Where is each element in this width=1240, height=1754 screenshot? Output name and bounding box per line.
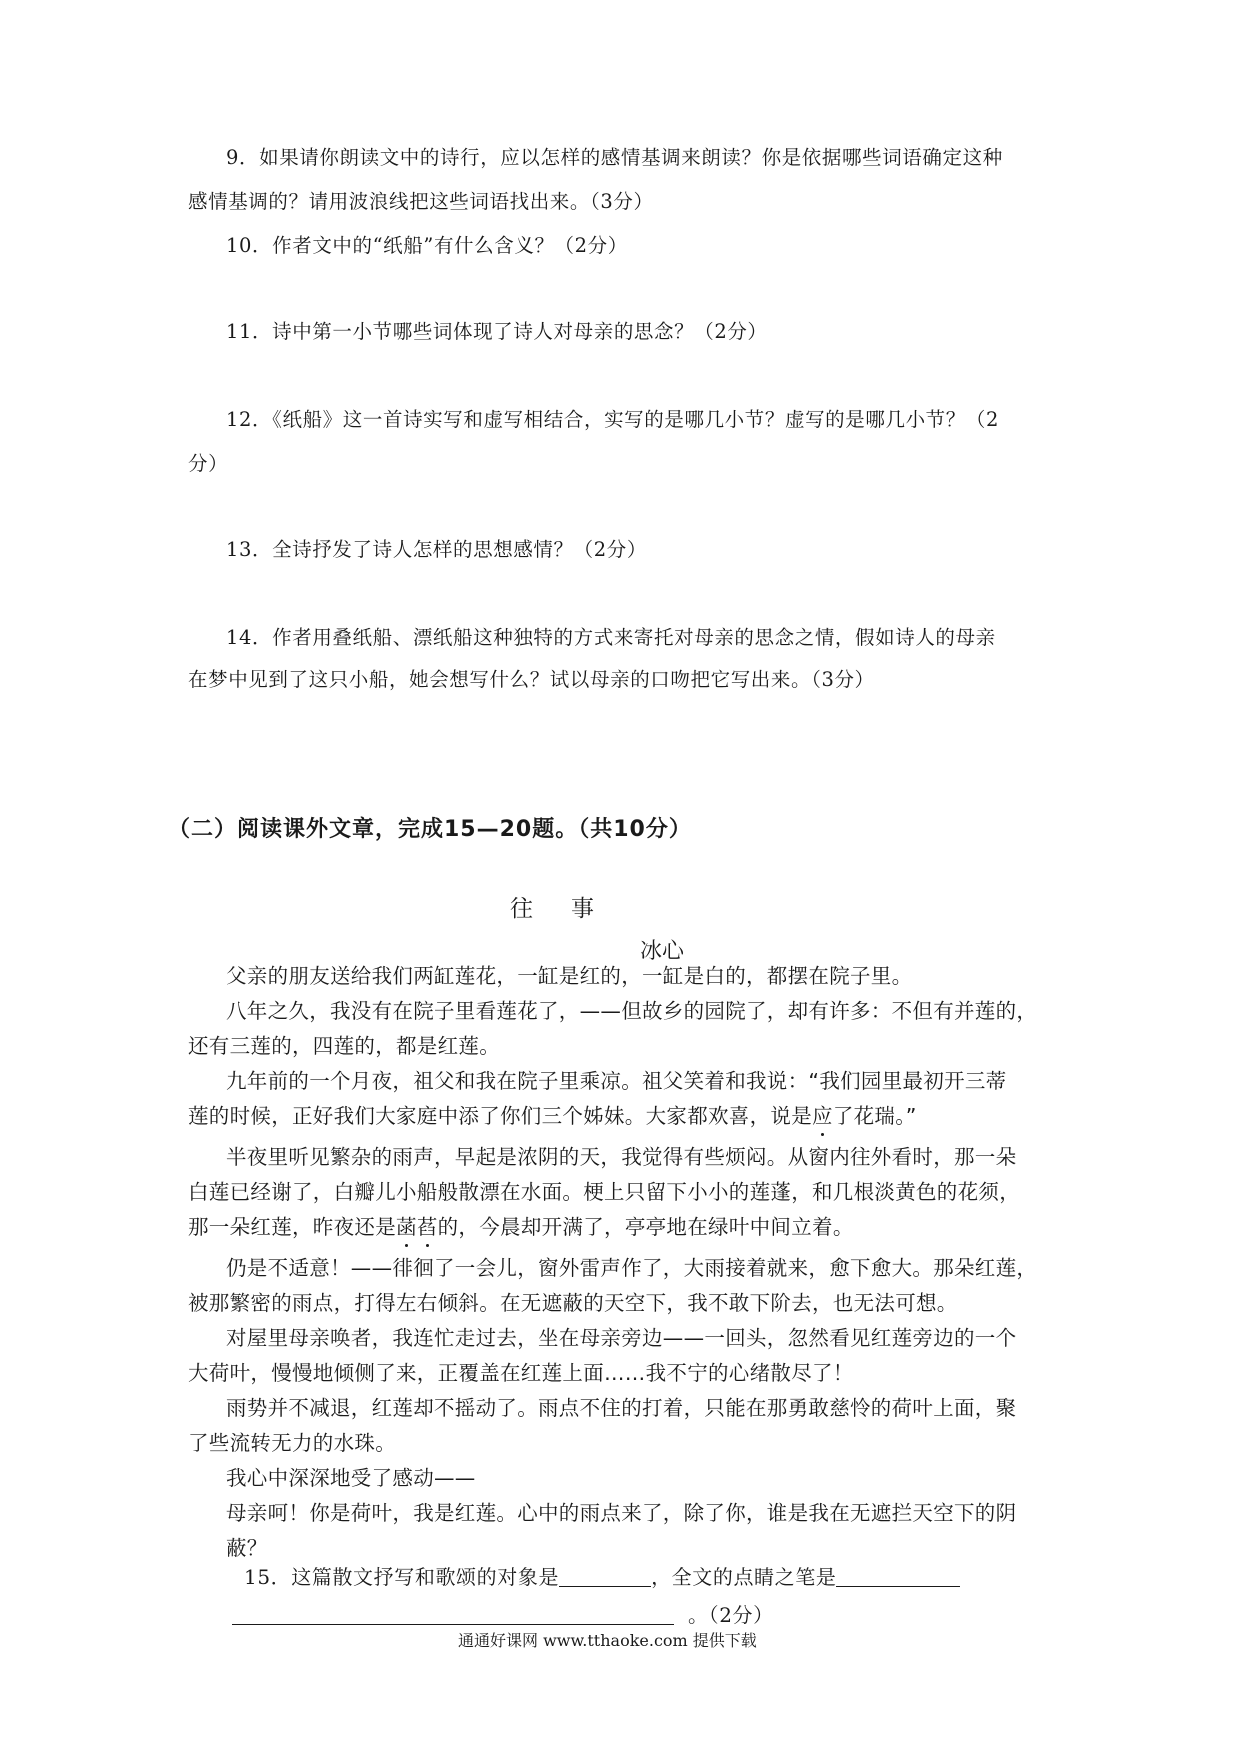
answer-blank-2[interactable] (836, 1566, 960, 1587)
article-paragraph-4-line-2: 白莲已经谢了，白瓣儿小船般散漂在水面。梗上只留下小小的莲蓬，和几根淡黄色的花须， (188, 1180, 1020, 1204)
article-paragraph-3-line-2 (188, 1106, 917, 1127)
text-run: 莲的时候，正好我们大家庭中添了你们三个姊妹。大家都欢喜，说是 (188, 1104, 812, 1128)
question-15-line-2 (232, 1604, 774, 1625)
article-paragraph-2-line-2: 还有三莲的，四莲的，都是红莲。 (188, 1034, 500, 1058)
question-14-line-1: 14．作者用叠纸船、漂纸船这种独特的方式来寄托对母亲的思念之情，假如诗人的母亲 (226, 626, 996, 649)
emphasis-dot-char: 萏 (416, 1215, 438, 1239)
article-paragraph-6-line-1: 对屋里母亲唤者，我连忙走过去，坐在母亲旁边——一回头，忽然看见红莲旁边的一个 (226, 1326, 1017, 1350)
article-author: 冰心 (640, 939, 685, 964)
article-paragraph-7-line-2: 了些流转无力的水珠。 (188, 1431, 396, 1455)
answer-blank-3[interactable] (232, 1604, 674, 1625)
article-paragraph-4-line-1: 半夜里听见繁杂的雨声，早起是浓阴的天，我觉得有些烦闷。从窗内往外看时，那一朵 (226, 1145, 1017, 1169)
article-paragraph-9-line-1: 母亲呵！你是荷叶，我是红莲。心中的雨点来了，除了你，谁是我在无遮拦天空下的阴 (226, 1501, 1017, 1525)
article-paragraph-9-line-2: 蔽？ (226, 1536, 268, 1560)
article-paragraph-5-line-2: 被那繁密的雨点，打得左右倾斜。在无遮蔽的天空下，我不敢下阶去，也无法可想。 (188, 1291, 958, 1315)
article-paragraph-1: 父亲的朋友送给我们两缸莲花，一缸是红的，一缸是白的，都摆在院子里。 (226, 964, 913, 988)
article-paragraph-4-line-3 (188, 1217, 854, 1238)
question-14-line-2: 在梦中见到了这只小船，她会想写什么？试以母亲的口吻把它写出来。（3分） (188, 668, 875, 691)
emphasis-dot-char: 菡 (396, 1215, 417, 1239)
article-paragraph-2-line-1: 八年之久，我没有在院子里看莲花了，——但故乡的园院了，却有许多：不但有并莲的， (226, 999, 1038, 1023)
article-paragraph-3-line-1: 九年前的一个月夜，祖父和我在院子里乘凉。祖父笑着和我说：“我们园里最初开三蒂 (226, 1069, 1007, 1093)
question-12-line-1: 12．《纸船》这一首诗实写和虚写相结合，实写的是哪几小节？虚写的是哪几小节？（2 (226, 408, 999, 431)
question-13: 13．全诗抒发了诗人怎样的思想感情？（2分） (226, 538, 647, 561)
article-paragraph-6-line-2: 大荷叶，慢慢地倾侧了来，正覆盖在红莲上面……我不宁的心绪散尽了！ (188, 1361, 854, 1385)
article-paragraph-7-line-1: 雨势并不减退，红莲却不摇动了。雨点不住的打着，只能在那勇敢慈怜的荷叶上面，聚 (226, 1396, 1017, 1420)
text-run: 那一朵红莲，昨夜还是 (188, 1215, 396, 1239)
question-9-line-2: 感情基调的？请用波浪线把这些词语找出来。（3分） (188, 190, 654, 213)
q15-text-1: 15．这篇散文抒写和歌颂的对象是 (244, 1565, 560, 1589)
question-12-line-2: 分） (188, 452, 229, 475)
page-footer: 通通好课网 www.tthaoke.com 提供下载 (458, 1631, 757, 1650)
question-10: 10．作者文中的“纸船”有什么含义？（2分） (226, 234, 628, 257)
emphasis-dot-char: 应 (812, 1104, 833, 1128)
q15-text-3: 。（2分） (688, 1603, 774, 1627)
question-11: 11．诗中第一小节哪些词体现了诗人对母亲的思念？（2分） (226, 320, 768, 343)
question-15-line-1 (244, 1566, 960, 1587)
article-paragraph-5-line-1: 仍是不适意！——徘徊了一会儿，窗外雷声作了，大雨接着就来，愈下愈大。那朵红莲， (226, 1256, 1038, 1280)
section-2-heading: （二）阅读课外文章，完成15—20题。（共10分） (168, 817, 692, 842)
answer-blank-1[interactable] (559, 1566, 651, 1587)
article-title: 往事 (510, 896, 632, 922)
article-paragraph-8: 我心中深深地受了感动—— (226, 1466, 476, 1490)
text-run: 了花瑞。” (832, 1104, 917, 1128)
question-9-line-1: 9．如果请你朗读文中的诗行，应以怎样的感情基调来朗读？你是依据哪些词语确定这种 (226, 146, 1003, 169)
q15-text-2: ，全文的点睛之笔是 (651, 1565, 837, 1589)
text-run: 的，今晨却开满了，亭亭地在绿叶中间立着。 (437, 1215, 854, 1239)
